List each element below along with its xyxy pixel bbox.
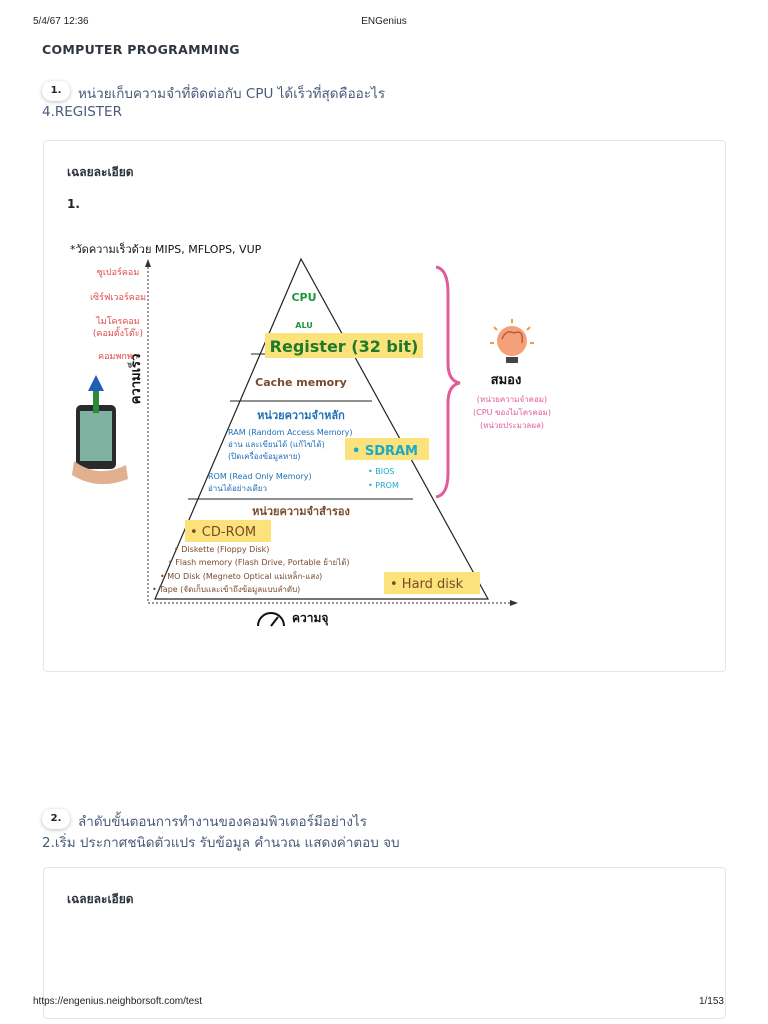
level-main-memory: หน่วยความจำหลัก [257,409,345,422]
detail-number: 1. [67,197,80,211]
computer-type: เซิร์ฟเวอร์คอม [89,293,147,303]
secondary-item: • Flash memory (Flash Drive, Portable ย้ายได้) [168,558,350,567]
brain-group [434,263,584,513]
gauge-icon [258,613,284,626]
bios-label: • BIOS [368,467,395,476]
rom-line: อ่านได้อย่างเดียว [208,484,267,493]
print-page-number: 1/153 [698,996,724,1007]
speed-note: *วัดความเร็วด้วย MIPS, MFLOPS, VUP [70,243,262,256]
brain-line: (หน่วยประมวลผล) [479,421,545,430]
level-secondary: หน่วยความจำสำรอง [252,505,350,518]
computer-type: ซูเปอร์คอม [96,268,140,278]
print-datetime: 5/4/67 12:36 [33,16,89,27]
print-site-title: ENGenius [361,16,407,27]
brain-lightbulb-icon [490,319,534,363]
secondary-item: • Diskette (Floppy Disk) [174,545,270,554]
level-register: Register (32 bit) [269,337,419,356]
ram-line: (ปิดเครื่องข้อมูลหาย) [228,452,301,461]
question-number-badge: 1. [42,81,70,101]
speed-axis-label: ความเร็ว [129,353,144,405]
level-alu: ALU [295,321,313,330]
level-cdrom: • CD-ROM [190,525,257,540]
brain-svg [434,263,584,513]
level-cache: Cache memory [255,376,347,389]
level-sdram: • SDRAM [352,444,418,459]
ram-line: RAM (Random Access Memory) [228,428,353,437]
level-harddisk: • Hard disk [390,577,464,592]
secondary-item: • Tape (จัดเก็บและเข้าถึงข้อมูลแบบลำดับ) [152,585,301,594]
question-text: หน่วยเก็บความจำที่ติดต่อกับ CPU ได้เร็วที่สุดคืออะไร [78,86,386,102]
ram-line: อ่าน และเขียนได้ (แก้ไขได้) [228,440,325,449]
secondary-item: • MO Disk (Megneto Optical แม่เหล็ก-แสง) [160,572,323,581]
capacity-axis-label: ความจุ [292,611,329,625]
prom-label: • PROM [368,481,399,490]
question-number-badge: 2. [42,809,70,829]
brain-line: (CPU ของไมโครคอม) [473,408,551,417]
detail-label: เฉลยละเอียด [67,892,134,906]
course-title: COMPUTER PROGRAMMING [42,42,240,57]
brain-title: สมอง [490,373,522,388]
brain-line: (หน่วยความจำคอม) [476,395,548,404]
print-url[interactable]: https://engenius.neighborsoft.com/test [33,996,202,1007]
rom-line: ROM (Read Only Memory) [208,472,312,481]
level-cpu: CPU [291,291,317,304]
brace-shape [436,267,460,497]
question-answer: 2.เริ่ม ประกาศชนิดตัวแปร รับข้อมูล คำนวณ แสดงค่าตอบ จบ [42,835,400,851]
detail-card [43,140,726,672]
detail-label: เฉลยละเอียด [67,165,134,179]
computer-type: ไมโครคอม [96,317,140,327]
computer-type: คอมพกพา [98,352,138,362]
computer-type: (คอมตั้งโต๊ะ) [92,329,144,339]
smartphone-icon [72,375,128,484]
question-text: ลำดับขั้นตอนการทำงานของคอมพิวเตอร์มีอย่างไร [78,814,367,830]
question-answer: 4.REGISTER [42,104,122,120]
